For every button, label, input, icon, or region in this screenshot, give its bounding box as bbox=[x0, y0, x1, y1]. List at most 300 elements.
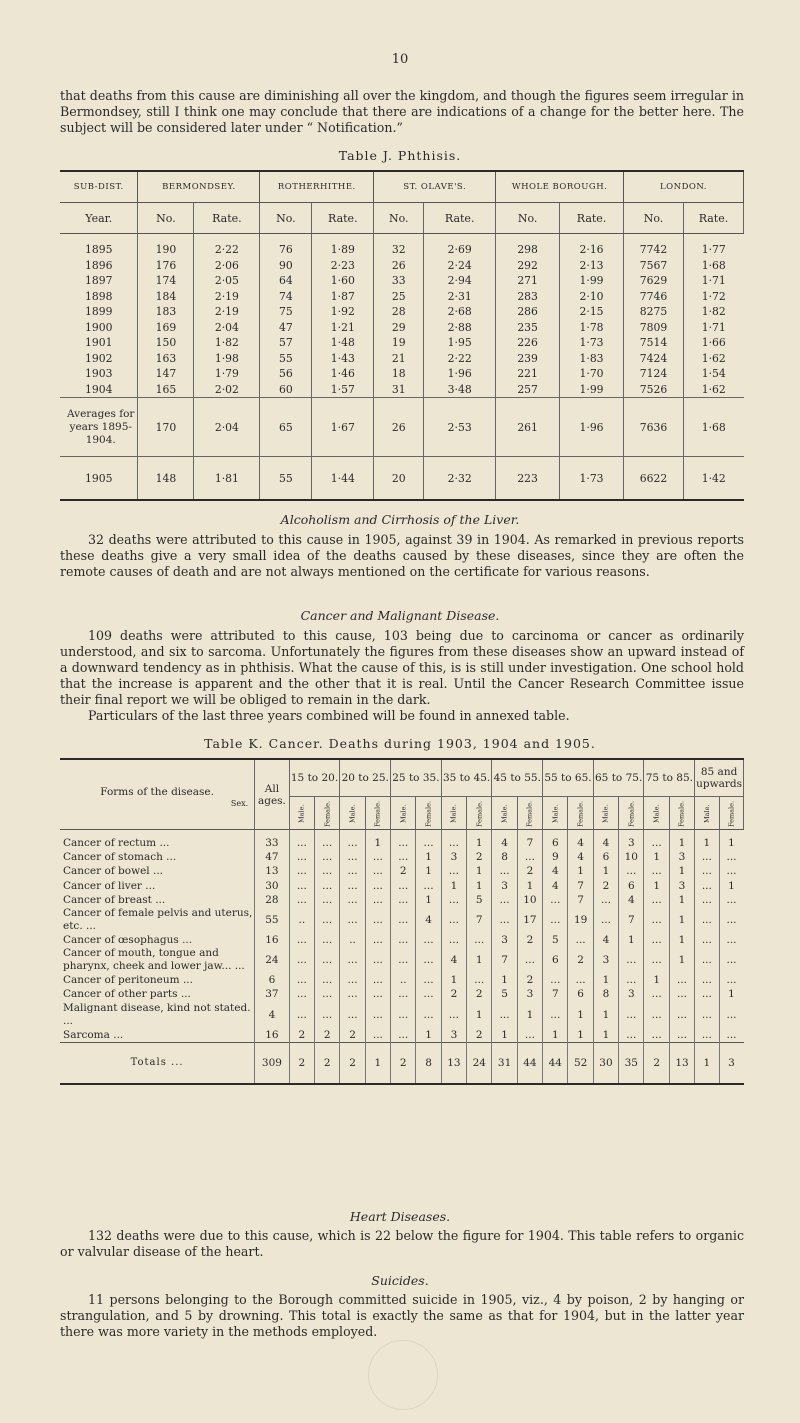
table-cell: .. bbox=[391, 973, 416, 987]
table-cell: 1 bbox=[416, 1028, 441, 1043]
table-j-caption: Table J. Phthisis. bbox=[338, 148, 462, 163]
table-cell: .. bbox=[340, 933, 365, 947]
table-cell: 8 bbox=[416, 1042, 441, 1084]
table-cell: 8 bbox=[492, 850, 517, 864]
table-cell: 1 bbox=[669, 947, 694, 973]
table-k-age-header bbox=[60, 759, 744, 797]
table-cell: ... bbox=[543, 1002, 568, 1028]
table-cell: ... bbox=[695, 893, 719, 907]
table-cell: 30 bbox=[255, 879, 289, 893]
table-cell: 1·82 bbox=[194, 335, 260, 351]
sex-header-female: Female. bbox=[568, 797, 593, 830]
table-cell: ... bbox=[619, 1028, 644, 1043]
table-cell: 1 bbox=[416, 850, 441, 864]
table-cell: 13 bbox=[255, 864, 289, 878]
table-cell: 2·05 bbox=[194, 273, 260, 289]
table-cell: ... bbox=[568, 933, 593, 947]
table-cell: 4 bbox=[543, 864, 568, 878]
sex-header-male: Male. bbox=[441, 797, 466, 830]
disease-form: Cancer of œsophagus ... bbox=[60, 933, 255, 947]
table-cell: 150 bbox=[138, 335, 194, 351]
table-cell: 4 bbox=[568, 850, 593, 864]
sex-header-male: Male. bbox=[543, 797, 568, 830]
table-cell: 2·68 bbox=[424, 304, 496, 320]
table-cell: 7 bbox=[517, 830, 542, 851]
table-cell: 1·82 bbox=[701, 305, 726, 319]
table-cell: 3 bbox=[492, 933, 517, 947]
col-header: No. bbox=[496, 203, 560, 234]
sex-header-male: Male. bbox=[593, 797, 618, 830]
table-cell: ... bbox=[391, 1028, 416, 1043]
sex-header-female: Female. bbox=[517, 797, 542, 830]
table-cell: ... bbox=[289, 830, 314, 851]
table-cell: 44 bbox=[543, 1042, 568, 1084]
table-cell: 183 bbox=[138, 304, 194, 320]
table-cell: 1 bbox=[728, 988, 735, 1001]
col-group: ST. OLAVE'S. bbox=[374, 172, 496, 203]
table-cell: 2·02 bbox=[194, 382, 260, 398]
table-cell: ... bbox=[726, 893, 737, 906]
averages-label: Averages for years 1895-1904. bbox=[60, 398, 138, 457]
sex-header-male: Male. bbox=[695, 797, 719, 830]
table-cell: 226 bbox=[496, 335, 560, 351]
table-cell: ... bbox=[644, 987, 669, 1001]
table-cell: .. bbox=[289, 907, 314, 933]
table-cell: 1·62 bbox=[701, 351, 726, 365]
table-cell: 1·98 bbox=[194, 351, 260, 367]
table-cell: 239 bbox=[496, 351, 560, 367]
table-cell: ... bbox=[315, 879, 340, 893]
table-cell: 2 bbox=[441, 987, 466, 1001]
sex-header-female: Female. bbox=[365, 797, 390, 830]
table-cell: ... bbox=[416, 879, 441, 893]
table-cell: ... bbox=[695, 933, 719, 947]
table-row bbox=[60, 987, 744, 1001]
table-cell: 309 bbox=[255, 1042, 289, 1084]
table-cell: 1 bbox=[695, 1042, 719, 1084]
col-header: No. bbox=[374, 203, 424, 234]
table-cell: ... bbox=[695, 864, 719, 878]
table-cell: 30 bbox=[593, 1042, 618, 1084]
sex-header-male: Male. bbox=[492, 797, 517, 830]
table-cell: 1 bbox=[467, 864, 492, 878]
table-cell: ... bbox=[517, 850, 542, 864]
table-cell: 1 bbox=[593, 1028, 618, 1043]
table-cell: 1 bbox=[669, 893, 694, 907]
table-row bbox=[60, 1002, 744, 1028]
table-cell: 3 bbox=[619, 987, 644, 1001]
table-cell: ... bbox=[340, 1002, 365, 1028]
table-cell: 1 bbox=[568, 864, 593, 878]
table-cell: ... bbox=[543, 907, 568, 933]
table-cell: 184 bbox=[138, 289, 194, 305]
table-cell: 10 bbox=[517, 893, 542, 907]
table-cell: 1 bbox=[593, 1002, 618, 1028]
age-group-header: 20 to 25. bbox=[340, 759, 391, 797]
table-cell: ... bbox=[340, 973, 365, 987]
suicides-paragraph: 11 persons belonging to the Borough committed suicide in 1905, viz., 4 by poison, 2 by hanging or strangulation, and 5 by drowning. This total is exactly the same as that for 1904, but in the latter year there was more variety in the methods employed. bbox=[60, 1292, 744, 1339]
table-row bbox=[60, 382, 744, 398]
table-cell: 56 bbox=[260, 366, 312, 382]
table-cell: 4 bbox=[492, 830, 517, 851]
col-header: Rate. bbox=[312, 203, 374, 234]
table-cell: 3 bbox=[441, 850, 466, 864]
table-cell: ... bbox=[467, 933, 492, 947]
table-cell: 3·48 bbox=[424, 382, 496, 398]
table-cell: 1 bbox=[416, 893, 441, 907]
table-cell: ... bbox=[391, 1002, 416, 1028]
age-group-header: 65 to 75. bbox=[593, 759, 644, 797]
table-cell: 7629 bbox=[624, 273, 684, 289]
page-number: 10 bbox=[391, 52, 409, 67]
table-row bbox=[60, 304, 744, 320]
table-cell: 170 bbox=[138, 398, 194, 457]
table-j-1905-row bbox=[60, 457, 744, 501]
table-cell: 3 bbox=[492, 879, 517, 893]
table-cell: 2·13 bbox=[560, 258, 624, 274]
table-cell: 221 bbox=[496, 366, 560, 382]
table-row bbox=[60, 320, 744, 336]
table-cell: ... bbox=[669, 973, 694, 987]
table-cell: 1 bbox=[365, 830, 390, 851]
table-cell: 3 bbox=[441, 1028, 466, 1043]
forms-header: Forms of the disease. bbox=[100, 785, 214, 798]
table-cell: ... bbox=[391, 987, 416, 1001]
table-cell: 55 bbox=[255, 907, 289, 933]
table-cell: ... bbox=[289, 933, 314, 947]
table-cell: 1904 bbox=[60, 382, 138, 398]
table-cell: 6 bbox=[543, 947, 568, 973]
disease-form: Sarcoma ... bbox=[60, 1028, 255, 1043]
disease-form: Cancer of peritoneum ... bbox=[60, 973, 255, 987]
table-cell: 1·60 bbox=[312, 273, 374, 289]
table-cell: 7 bbox=[467, 907, 492, 933]
table-cell: 2·06 bbox=[194, 258, 260, 274]
table-cell: 1 bbox=[492, 973, 517, 987]
sex-header-female: Female. bbox=[719, 797, 744, 830]
age-group-header: 75 to 85. bbox=[644, 759, 695, 797]
table-cell: 7526 bbox=[624, 382, 684, 398]
table-cell: 1·92 bbox=[312, 304, 374, 320]
table-cell: 1·96 bbox=[424, 366, 496, 382]
col-group: BERMONDSEY. bbox=[138, 172, 260, 203]
table-cell: 1 bbox=[517, 1002, 542, 1028]
table-cell: ... bbox=[644, 893, 669, 907]
cancer-paragraph-2: Particulars of the last three years combined will be found in annexed table. bbox=[88, 708, 570, 723]
suicides-heading: Suicides. bbox=[371, 1273, 429, 1288]
table-cell: 1 bbox=[593, 973, 618, 987]
sex-header-female: Female. bbox=[619, 797, 644, 830]
table-cell: 1·67 bbox=[312, 398, 374, 457]
table-j-averages-row bbox=[60, 398, 744, 457]
table-cell: 1 bbox=[365, 1042, 390, 1084]
table-cell: 1 bbox=[669, 907, 694, 933]
table-cell: 28 bbox=[374, 304, 424, 320]
table-cell: 5 bbox=[467, 893, 492, 907]
table-cell: ... bbox=[593, 907, 618, 933]
table-cell: 33 bbox=[374, 273, 424, 289]
table-cell: ... bbox=[441, 830, 466, 851]
table-cell: ... bbox=[340, 987, 365, 1001]
table-cell: 1 bbox=[492, 1028, 517, 1043]
table-cell: ... bbox=[726, 974, 737, 987]
table-cell: 2·19 bbox=[194, 304, 260, 320]
table-cell: 2·23 bbox=[312, 258, 374, 274]
table-cell: 1·81 bbox=[194, 457, 260, 501]
table-cell: 1 bbox=[669, 864, 694, 878]
alcoholism-heading: Alcoholism and Cirrhosis of the Liver. bbox=[280, 512, 520, 527]
table-cell: 2·24 bbox=[424, 258, 496, 274]
table-cell: 1·79 bbox=[194, 366, 260, 382]
table-cell: 2·22 bbox=[194, 234, 260, 258]
table-cell: 64 bbox=[260, 273, 312, 289]
table-row bbox=[60, 850, 744, 864]
table-cell: ... bbox=[726, 1008, 737, 1021]
table-cell: 65 bbox=[260, 398, 312, 457]
table-row bbox=[60, 864, 744, 878]
table-cell: ... bbox=[695, 947, 719, 973]
table-cell: ... bbox=[517, 947, 542, 973]
age-group-header: 85 and upwards bbox=[695, 759, 744, 797]
table-cell: 47 bbox=[255, 850, 289, 864]
table-cell: ... bbox=[365, 893, 390, 907]
table-row bbox=[60, 366, 744, 382]
table-cell: 2 bbox=[315, 1042, 340, 1084]
table-cell: 147 bbox=[138, 366, 194, 382]
table-cell: 223 bbox=[496, 457, 560, 501]
table-cell: ... bbox=[543, 973, 568, 987]
table-row bbox=[60, 947, 744, 973]
disease-form: Cancer of female pelvis and uterus, etc. ... bbox=[60, 907, 255, 933]
table-cell: 1·54 bbox=[701, 367, 726, 381]
table-cell: ... bbox=[593, 893, 618, 907]
table-cell: 16 bbox=[255, 1028, 289, 1043]
table-cell: 19 bbox=[374, 335, 424, 351]
table-cell: 163 bbox=[138, 351, 194, 367]
table-cell: 1·57 bbox=[312, 382, 374, 398]
table-cell: 1 bbox=[728, 837, 735, 850]
table-cell: 1 bbox=[644, 879, 669, 893]
disease-form: Cancer of stomach ... bbox=[60, 850, 255, 864]
table-cell: ... bbox=[644, 947, 669, 973]
table-cell: 292 bbox=[496, 258, 560, 274]
table-cell: 2·16 bbox=[560, 234, 624, 258]
table-cell: 1·21 bbox=[312, 320, 374, 336]
table-cell: ... bbox=[644, 1028, 669, 1043]
table-cell: 3 bbox=[719, 1042, 744, 1084]
table-cell: 7 bbox=[619, 907, 644, 933]
table-cell: 174 bbox=[138, 273, 194, 289]
table-k-body bbox=[60, 830, 744, 1043]
table-cell: 55 bbox=[260, 351, 312, 367]
cancer-paragraph: 109 deaths were attributed to this cause, 103 being due to carcinoma or cancer as ordinarily understood, and six to sarcoma. Unfortunately the figures from these diseases show an upward instead of a downward tendency as in phthisis. What the cause of this, is is still under investigation. One school hold that the increase is apparent and the other that it is real. Until the Cancer Research Committee issue their final report we will be obliged to remain in the dark. bbox=[60, 628, 744, 707]
table-cell: 5 bbox=[492, 987, 517, 1001]
table-cell: ... bbox=[492, 893, 517, 907]
disease-form: Cancer of mouth, tongue and pharynx, cheek and lower jaw... ... bbox=[60, 947, 255, 973]
table-cell: ... bbox=[441, 893, 466, 907]
disease-form: Cancer of liver ... bbox=[60, 879, 255, 893]
table-cell: ... bbox=[644, 830, 669, 851]
col-group: ROTHERHITHE. bbox=[260, 172, 374, 203]
table-cell: ... bbox=[365, 850, 390, 864]
table-cell: 2 bbox=[289, 1028, 314, 1043]
table-cell: 1 bbox=[441, 973, 466, 987]
table-cell: ... bbox=[365, 879, 390, 893]
table-cell: 3 bbox=[669, 850, 694, 864]
table-cell: 165 bbox=[138, 382, 194, 398]
col-header: No. bbox=[624, 203, 684, 234]
table-cell: 2·15 bbox=[560, 304, 624, 320]
forms-header-cell bbox=[60, 759, 255, 830]
sex-header-female: Female. bbox=[315, 797, 340, 830]
table-cell: 1 bbox=[568, 1002, 593, 1028]
table-cell: 24 bbox=[255, 947, 289, 973]
table-cell: ... bbox=[441, 907, 466, 933]
table-cell: 2 bbox=[467, 1028, 492, 1043]
table-cell: 6 bbox=[255, 973, 289, 987]
table-cell: 271 bbox=[496, 273, 560, 289]
table-cell: 2 bbox=[568, 947, 593, 973]
table-cell: 2·31 bbox=[424, 289, 496, 305]
table-row bbox=[60, 893, 744, 907]
cancer-heading: Cancer and Malignant Disease. bbox=[300, 608, 500, 623]
sex-header-male: Male. bbox=[289, 797, 314, 830]
table-cell: 1895 bbox=[60, 234, 138, 258]
table-j-phthisis bbox=[60, 170, 744, 501]
col-header: Rate. bbox=[560, 203, 624, 234]
disease-form: Cancer of rectum ... bbox=[60, 830, 255, 851]
table-cell: 19 bbox=[568, 907, 593, 933]
table-cell: ... bbox=[619, 864, 644, 878]
sex-header-male: Male. bbox=[340, 797, 365, 830]
table-cell: 2 bbox=[467, 987, 492, 1001]
table-cell: 1903 bbox=[60, 366, 138, 382]
table-cell: 13 bbox=[669, 1042, 694, 1084]
totals-label: Totals ... bbox=[60, 1042, 255, 1084]
table-cell: 8 bbox=[593, 987, 618, 1001]
sex-header-male: Male. bbox=[644, 797, 669, 830]
table-cell: 1·43 bbox=[312, 351, 374, 367]
table-cell: 1·96 bbox=[560, 398, 624, 457]
table-cell: 1·87 bbox=[312, 289, 374, 305]
table-cell: 57 bbox=[260, 335, 312, 351]
disease-form: Malignant disease, kind not stated. ... bbox=[60, 1002, 255, 1028]
table-cell: ... bbox=[695, 850, 719, 864]
table-cell: 4 bbox=[441, 947, 466, 973]
table-cell: 7746 bbox=[624, 289, 684, 305]
table-cell: ... bbox=[441, 933, 466, 947]
table-cell: 1899 bbox=[60, 304, 138, 320]
table-cell: ... bbox=[289, 879, 314, 893]
table-cell: 7809 bbox=[624, 320, 684, 336]
table-cell: 1·66 bbox=[701, 336, 726, 350]
table-cell: 2 bbox=[517, 973, 542, 987]
table-cell: 1 bbox=[695, 830, 719, 851]
table-row bbox=[60, 830, 744, 851]
table-cell: 1 bbox=[467, 830, 492, 851]
table-cell: 76 bbox=[260, 234, 312, 258]
table-cell: 4 bbox=[593, 933, 618, 947]
table-row bbox=[60, 335, 744, 351]
disease-form: Cancer of breast ... bbox=[60, 893, 255, 907]
table-cell: ... bbox=[467, 973, 492, 987]
table-cell: 2 bbox=[340, 1028, 365, 1043]
table-cell: 7742 bbox=[624, 234, 684, 258]
table-row bbox=[60, 234, 744, 258]
table-cell: 28 bbox=[255, 893, 289, 907]
disease-form: Cancer of bowel ... bbox=[60, 864, 255, 878]
table-cell: ... bbox=[391, 893, 416, 907]
table-cell: ... bbox=[340, 893, 365, 907]
table-cell: 6 bbox=[568, 987, 593, 1001]
table-cell: 6 bbox=[543, 830, 568, 851]
table-cell: 6 bbox=[593, 850, 618, 864]
table-cell: 1 bbox=[467, 879, 492, 893]
table-cell: ... bbox=[726, 934, 737, 947]
table-row bbox=[60, 289, 744, 305]
table-cell: ... bbox=[644, 1002, 669, 1028]
table-cell: ... bbox=[289, 947, 314, 973]
table-cell: 2·22 bbox=[424, 351, 496, 367]
table-cell: ... bbox=[315, 1002, 340, 1028]
table-cell: ... bbox=[695, 907, 719, 933]
table-j-sub-header bbox=[60, 203, 744, 234]
table-cell: 37 bbox=[255, 987, 289, 1001]
table-cell: ... bbox=[695, 973, 719, 987]
age-group-header: 15 to 20. bbox=[289, 759, 340, 797]
table-cell: 2 bbox=[391, 864, 416, 878]
table-cell: ... bbox=[365, 973, 390, 987]
table-cell: 44 bbox=[517, 1042, 542, 1084]
table-cell: 1900 bbox=[60, 320, 138, 336]
table-cell: 1 bbox=[669, 933, 694, 947]
table-cell: ... bbox=[441, 864, 466, 878]
table-cell: 35 bbox=[619, 1042, 644, 1084]
table-cell: 4 bbox=[593, 830, 618, 851]
table-cell: ... bbox=[619, 947, 644, 973]
table-cell: 7 bbox=[568, 879, 593, 893]
table-cell: 3 bbox=[517, 987, 542, 1001]
table-cell: ... bbox=[340, 864, 365, 878]
table-j-group-header bbox=[60, 172, 744, 203]
table-cell: 6 bbox=[619, 879, 644, 893]
table-cell: 1898 bbox=[60, 289, 138, 305]
table-cell: 7124 bbox=[624, 366, 684, 382]
alcoholism-paragraph: 32 deaths were attributed to this cause in 1905, against 39 in 1904. As remarked in previous reports these deaths give a very small idea of the deaths caused by these diseases, since they are often the remote causes of death and are not always mentioned on the certificate for various reasons. bbox=[60, 532, 744, 579]
table-cell: 8275 bbox=[624, 304, 684, 320]
table-cell: ... bbox=[441, 1002, 466, 1028]
table-row bbox=[60, 973, 744, 987]
table-cell: 1 bbox=[467, 947, 492, 973]
table-cell: ... bbox=[365, 1028, 390, 1043]
table-cell: 2·19 bbox=[194, 289, 260, 305]
table-cell: ... bbox=[340, 947, 365, 973]
col-group: LONDON. bbox=[624, 172, 744, 203]
table-cell: 1·68 bbox=[701, 258, 726, 272]
table-cell: 60 bbox=[260, 382, 312, 398]
table-cell: ... bbox=[644, 907, 669, 933]
table-cell: 1897 bbox=[60, 273, 138, 289]
col-header: Year. bbox=[60, 203, 138, 234]
table-row bbox=[60, 258, 744, 274]
table-cell: ... bbox=[726, 851, 737, 864]
table-cell: 283 bbox=[496, 289, 560, 305]
table-cell: ... bbox=[695, 879, 719, 893]
table-cell: ... bbox=[695, 1028, 719, 1043]
table-cell: 1·46 bbox=[312, 366, 374, 382]
table-cell: 1·78 bbox=[560, 320, 624, 336]
sex-header-female: Female. bbox=[467, 797, 492, 830]
